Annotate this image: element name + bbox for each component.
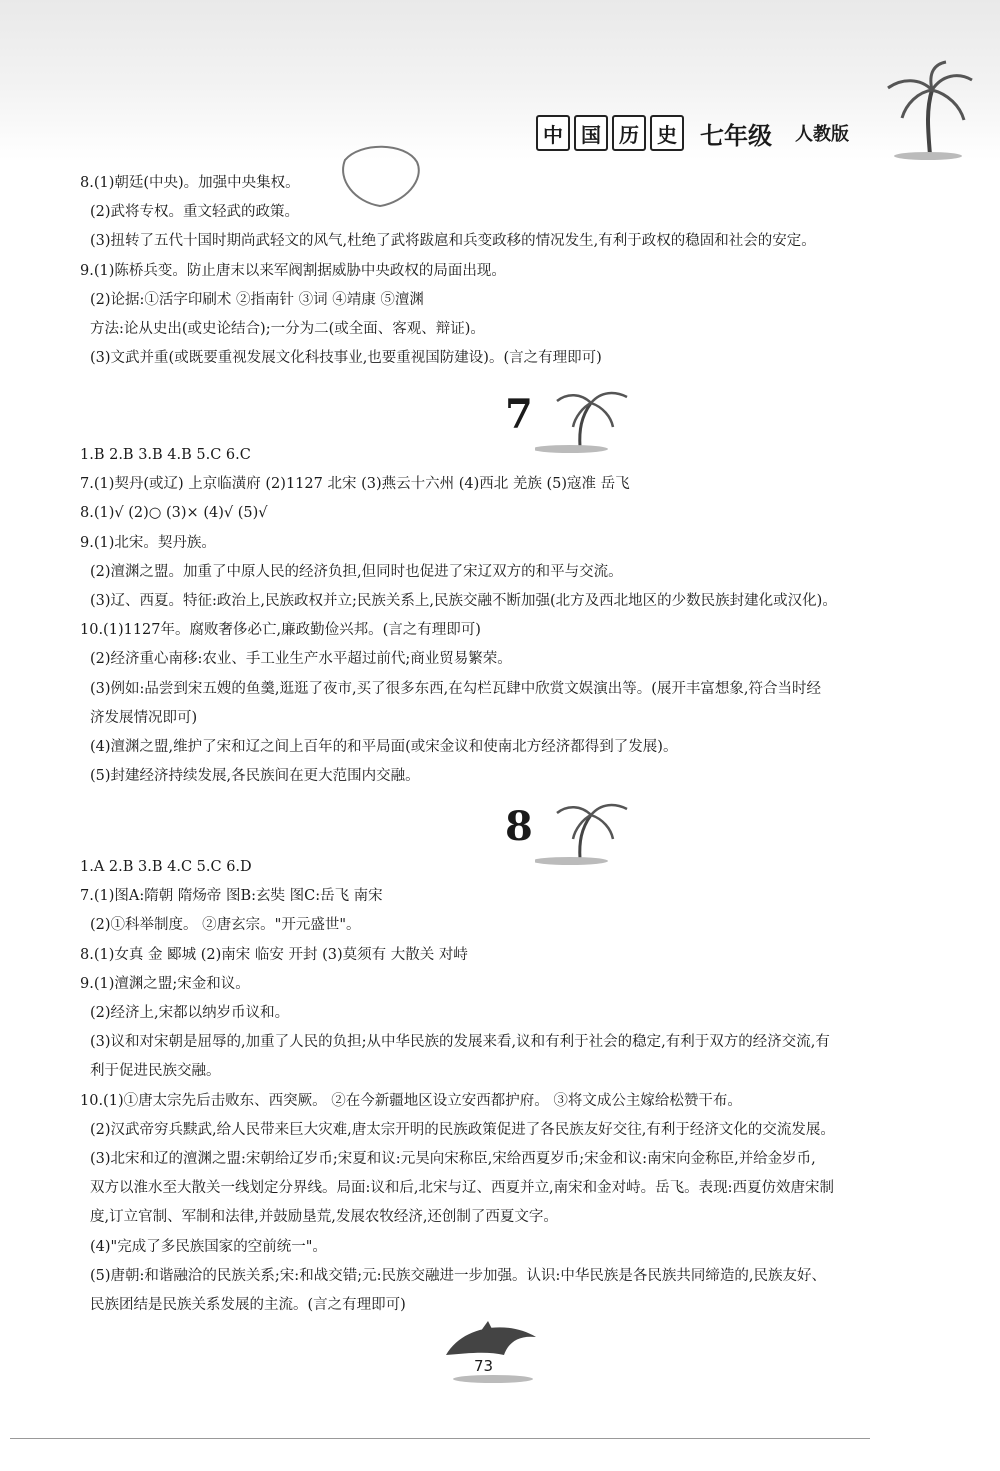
section-heading bbox=[465, 385, 665, 455]
answer-line: (3)扭转了五代十国时期尚武轻文的风气,杜绝了武将跋扈和兵变政移的情况发生,有利于政权的稳固和社会的安定。 bbox=[90, 233, 816, 249]
palm-tree-icon bbox=[880, 60, 975, 160]
edition-label: 人教版 bbox=[795, 124, 849, 145]
title-char: 中 bbox=[536, 115, 570, 151]
answer-line: 民族团结是民族关系发展的主流。(言之有理即可) bbox=[90, 1297, 406, 1313]
section-number: 7 bbox=[505, 391, 533, 438]
answer-line: 1.B 2.B 3.B 4.B 5.C 6.C bbox=[80, 447, 251, 463]
answer-line: (2)论据:①活字印刷术 ②指南针 ③词 ④靖康 ⑤澶渊 bbox=[90, 292, 424, 308]
answer-line: (2)武将专权。重文轻武的政策。 bbox=[90, 204, 300, 220]
title-char: 史 bbox=[650, 115, 684, 151]
section-heading bbox=[465, 797, 665, 867]
section-number: 8 bbox=[505, 803, 533, 850]
answer-line: (4)"完成了多民族国家的空前统一"。 bbox=[90, 1239, 327, 1255]
answer-line: (3)文武并重(或既要重视发展文化科技事业,也要重视国防建设)。(言之有理即可) bbox=[90, 350, 602, 366]
answer-line: (4)澶渊之盟,维护了宋和辽之间上百年的和平局面(或宋金议和使南北方经济都得到了发展)。 bbox=[90, 739, 678, 755]
palm-tree-icon bbox=[535, 385, 645, 455]
answer-line: 8.(1)女真 金 郾城 (2)南宋 临安 开封 (3)莫须有 大散关 对峙 bbox=[80, 947, 468, 963]
palm-tree-icon bbox=[535, 797, 645, 867]
answer-line: 双方以淮水至大散关一线划定分界线。局面:议和后,北宋与辽、西夏并立,南宋和金对峙。岳飞。表现:西夏仿效唐宋制 bbox=[90, 1180, 834, 1196]
answer-line: (2)经济上,宋都以纳岁币议和。 bbox=[90, 1005, 290, 1021]
answer-line: 10.(1)①唐太宗先后击败东、西突厥。 ②在今新疆地区设立安西都护府。 ③将文成公主嫁给松赞干布。 bbox=[80, 1093, 742, 1109]
answer-line: 方法:论从史出(或史论结合);一分为二(或全面、客观、辩证)。 bbox=[90, 321, 485, 337]
title-char: 国 bbox=[574, 115, 608, 151]
answer-line: (2)①科举制度。 ②唐玄宗。"开元盛世"。 bbox=[90, 917, 361, 933]
answer-line: (5)唐朝:和谐融洽的民族关系;宋:和战交错;元:民族交融进一步加强。认识:中华民族是各民族共同缔造的,民族友好、 bbox=[90, 1268, 826, 1284]
answer-line: 7.(1)契丹(或辽) 上京临潢府 (2)1127 北宋 (3)燕云十六州 (4)西北 羌族 (5)寇准 岳飞 bbox=[80, 476, 630, 492]
answer-line: (5)封建经济持续发展,各民族间在更大范围内交融。 bbox=[90, 768, 420, 784]
answer-line: 10.(1)1127年。腐败奢侈必亡,廉政勤俭兴邦。(言之有理即可) bbox=[80, 622, 481, 638]
book-title bbox=[536, 113, 684, 153]
answer-line: 9.(1)澶渊之盟;宋金和议。 bbox=[80, 976, 250, 992]
stamp-seal-icon bbox=[335, 140, 425, 210]
answer-line: 9.(1)陈桥兵变。防止唐末以来军阀割据威胁中央政权的局面出现。 bbox=[80, 263, 506, 279]
answer-line: (3)辽、西夏。特征:政治上,民族政权并立;民族关系上,民族交融不断加强(北方及西北地区的少数民族封建化或汉化)。 bbox=[90, 593, 837, 609]
answer-line: 8.(1)√ (2)○ (3)× (4)√ (5)√ bbox=[80, 505, 268, 521]
answer-line: (3)议和对宋朝是屈辱的,加重了人民的负担;从中华民族的发展来看,议和有利于社会的稳定,有利于双方的经济交流,有 bbox=[90, 1034, 830, 1050]
page-number: 73 bbox=[474, 1357, 494, 1375]
answer-line: 济发展情况即可) bbox=[90, 710, 198, 726]
answer-line: (2)澶渊之盟。加重了中原人民的经济负担,但同时也促进了宋辽双方的和平与交流。 bbox=[90, 564, 623, 580]
answer-line: 9.(1)北宋。契丹族。 bbox=[80, 535, 216, 551]
answer-line: (3)北宋和辽的澶渊之盟:宋朝给辽岁币;宋夏和议:元昊向宋称臣,宋给西夏岁币;宋金和议:南宋向金称臣,并给金岁币, bbox=[90, 1151, 816, 1167]
title-char: 历 bbox=[612, 115, 646, 151]
answer-line: 7.(1)图A:隋朝 隋炀帝 图B:玄奘 图C:岳飞 南宋 bbox=[80, 888, 383, 904]
answer-line: 度,订立官制、军制和法律,并鼓励垦荒,发展农牧经济,还创制了西夏文字。 bbox=[90, 1209, 558, 1225]
answer-line: (2)经济重心南移:农业、手工业生产水平超过前代;商业贸易繁荣。 bbox=[90, 651, 512, 667]
answer-line: 利于促进民族交融。 bbox=[90, 1063, 221, 1079]
footer-rule bbox=[10, 1438, 870, 1439]
grade-label: 七年级 bbox=[700, 122, 772, 150]
answer-line: (3)例如:品尝到宋五嫂的鱼羹,逛逛了夜市,买了很多东西,在勾栏瓦肆中欣赏文娱演出等。(展开丰富想象,符合当时经 bbox=[90, 681, 822, 697]
answer-line: 1.A 2.B 3.B 4.C 5.C 6.D bbox=[80, 859, 252, 875]
answer-line: (2)汉武帝穷兵黩武,给人民带来巨大灾难,唐太宗开明的民族政策促进了各民族友好交往,有利于经济文化的交流发展。 bbox=[90, 1122, 835, 1138]
header-band bbox=[0, 0, 1000, 160]
answer-line: 8.(1)朝廷(中央)。加强中央集权。 bbox=[80, 175, 300, 191]
